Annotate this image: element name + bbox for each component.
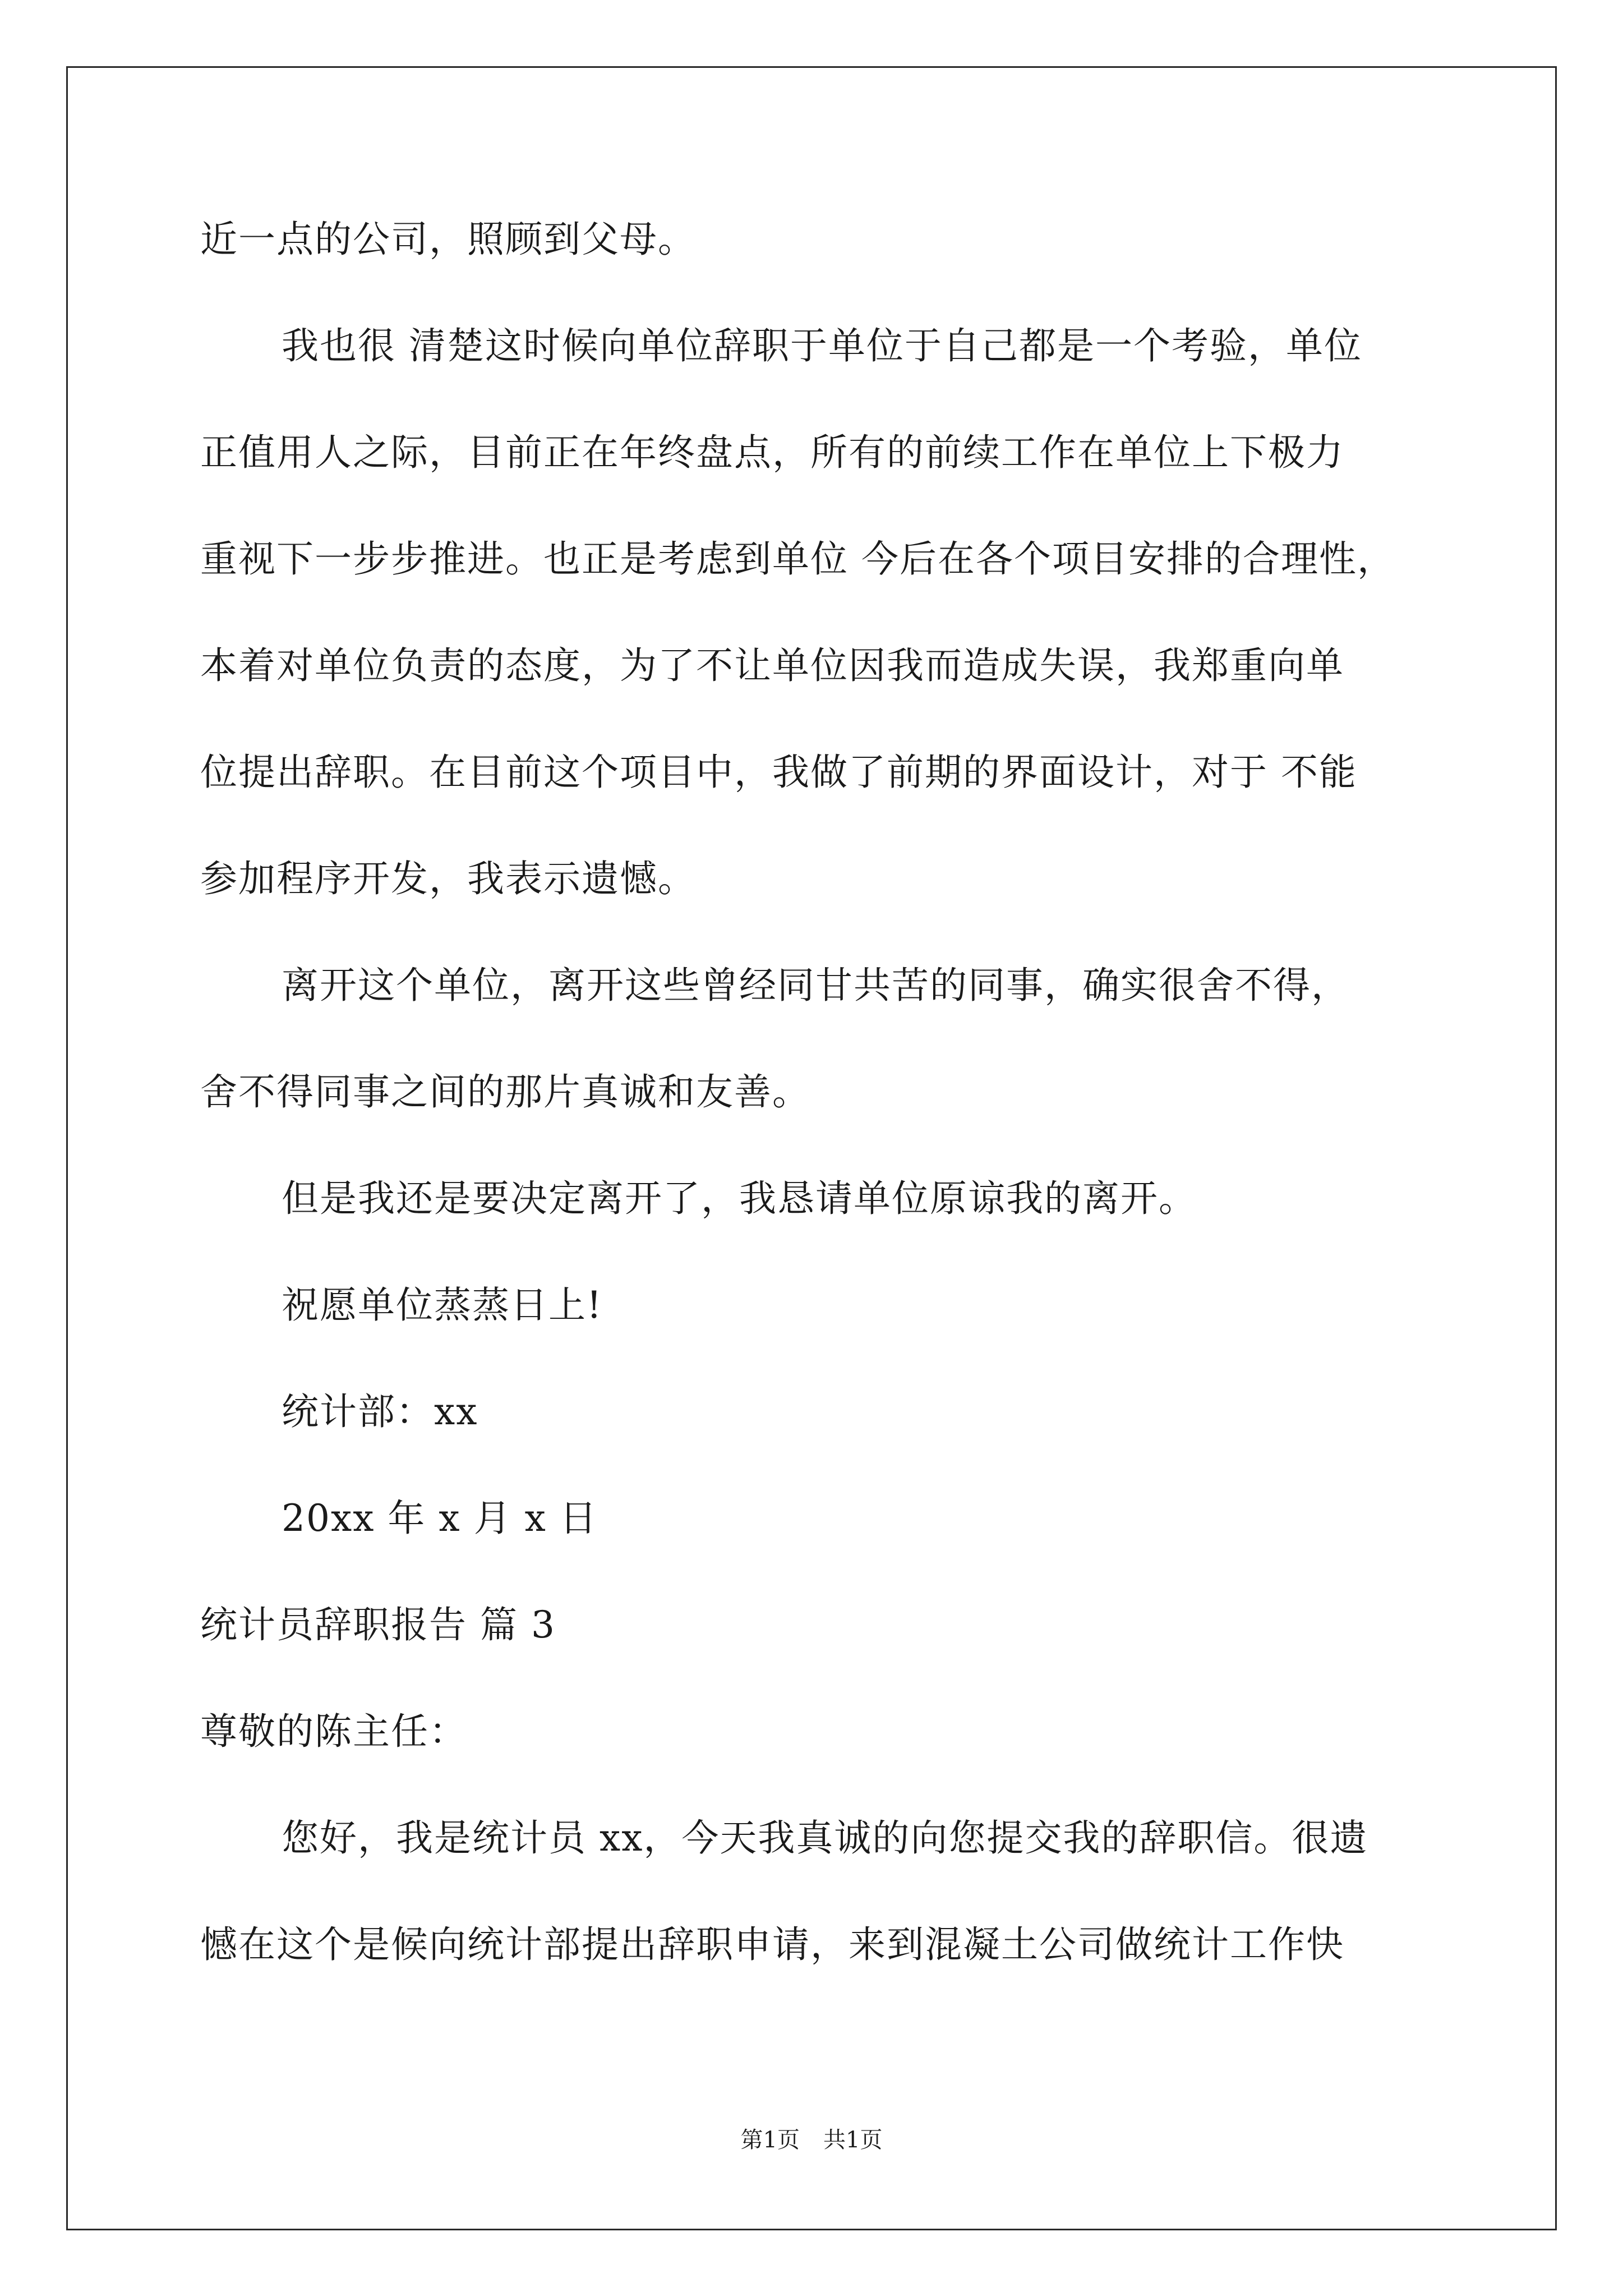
date-line: 20xx 年 x 月 x 日 [282, 1497, 598, 1540]
section-title: 统计员辞职报告 篇 3 [200, 1603, 556, 1646]
signature: 统计部：xx [282, 1390, 478, 1433]
text-line: 参加程序开发，我表示遗憾。 [200, 857, 696, 900]
text-line: 位提出辞职。在目前这个项目中，我做了前期的界面设计，对于 不能 [200, 751, 1357, 794]
paragraph-line: 离开这个单位，离开这些曾经同甘共苦的同事，确实很舍不得， [282, 964, 1349, 1007]
paragraph-line: 但是我还是要决定离开了，我恳请单位原谅我的离开。 [282, 1177, 1197, 1220]
page-border [66, 66, 1557, 2230]
closing-wish: 祝愿单位蒸蒸日上! [282, 1283, 603, 1327]
text-line: 近一点的公司，照顾到父母。 [200, 218, 696, 261]
text-line: 舍不得同事之间的那片真诚和友善。 [200, 1070, 810, 1114]
salutation: 尊敬的陈主任： [200, 1710, 467, 1753]
text-line: 本着对单位负责的态度，为了不让单位因我而造成失误，我郑重向单 [200, 644, 1344, 687]
text-line: 憾在这个是候向统计部提出辞职申请，来到混凝土公司做统计工作快 [200, 1923, 1344, 1966]
page-footer [0, 2126, 1623, 2154]
page-total: 共1页 [823, 2127, 883, 2153]
text-line: 重视下一步步推进。也正是考虑到单位 今后在各个项目安排的合理性， [200, 537, 1395, 581]
paragraph-line: 您好，我是统计员 xx，今天我真诚的向您提交我的辞职信。很遗 [282, 1816, 1368, 1860]
text-line: 正值用人之际，目前正在年终盘点，所有的前续工作在单位上下极力 [200, 431, 1344, 474]
paragraph-line: 我也很 清楚这时候向单位辞职于单位于自己都是一个考验，单位 [282, 324, 1362, 367]
page-number: 第1页 [740, 2127, 800, 2153]
